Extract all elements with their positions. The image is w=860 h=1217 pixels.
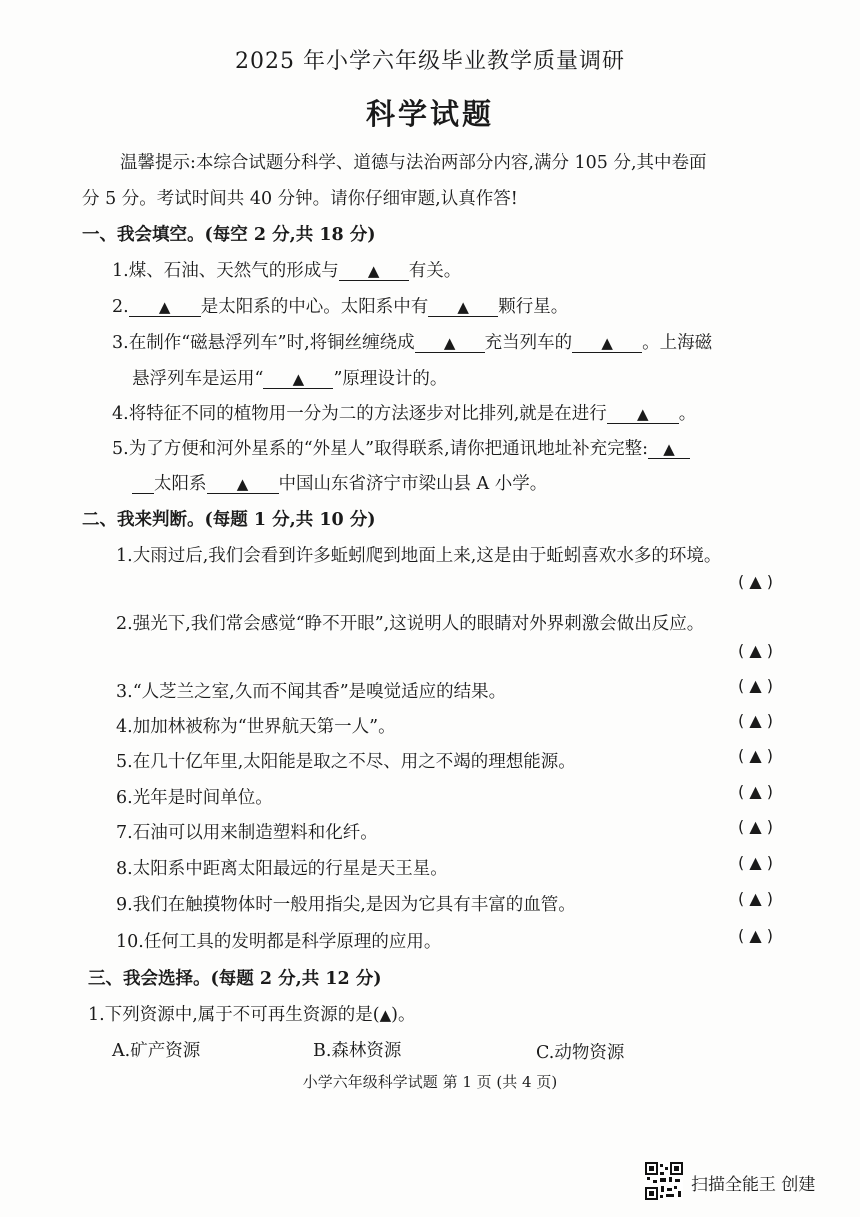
option-b[interactable]: B.森林资源	[313, 1041, 402, 1061]
judge-item: 7.石油可以用来制造塑料和化纤。	[116, 823, 378, 843]
scanner-watermark: 扫描全能王 创建	[691, 1175, 816, 1195]
answer-blank[interactable]: ▲	[648, 440, 690, 459]
page-footer: 小学六年级科学试题 第 1 页 (共 4 页)	[302, 1073, 558, 1091]
subject-title: 科学试题	[365, 97, 494, 131]
answer-blank[interactable]: ▲	[207, 475, 279, 494]
section3-heading: 三、我会选择。(每题 2 分,共 12 分)	[88, 969, 382, 989]
choice-question-1: 1.下列资源中,属于不可再生资源的是(▲)。	[88, 1005, 416, 1025]
answer-paren[interactable]: ( ▲ )	[738, 711, 773, 730]
option-c[interactable]: C.动物资源	[536, 1043, 625, 1063]
qr-code-icon	[645, 1162, 683, 1200]
answer-blank[interactable]: ▲	[428, 298, 498, 317]
answer-paren[interactable]: ( ▲ )	[738, 782, 773, 801]
judge-item: 1.大雨过后,我们会看到许多蚯蚓爬到地面上来,这是由于蚯蚓喜欢水多的环境。	[116, 546, 722, 566]
answer-paren[interactable]: ( ▲ )	[738, 641, 773, 660]
judge-item: 3.“人芝兰之室,久而不闻其香”是嗅觉适应的结果。	[116, 682, 507, 702]
answer-blank[interactable]: ▲	[129, 298, 201, 317]
judge-item: 6.光年是时间单位。	[116, 788, 273, 808]
answer-mark[interactable]: ▲	[379, 1006, 392, 1024]
judge-item: 5.在几十亿年里,太阳能是取之不尽、用之不竭的理想能源。	[116, 752, 576, 772]
intro-line-1: 温馨提示:本综合试题分科学、道德与法治两部分内容,满分 105 分,其中卷面	[120, 153, 707, 173]
fill-question-3: 3.在制作“磁悬浮列车”时,将铜丝缠绕成 ▲ 充当列车的 ▲ 。上海磁	[112, 333, 713, 353]
fill-question-5: 5.为了方便和河外星系的“外星人”取得联系,请你把通讯地址补充完整: ▲	[112, 435, 690, 460]
answer-paren[interactable]: ( ▲ )	[738, 853, 773, 872]
intro-line-2: 分 5 分。考试时间共 40 分钟。请你仔细审题,认真作答!	[82, 189, 518, 209]
answer-blank[interactable]: ▲	[339, 262, 409, 281]
judge-item: 2.强光下,我们常会感觉“睁不开眼”,这说明人的眼睛对外界刺激会做出反应。	[116, 614, 705, 634]
answer-paren[interactable]: ( ▲ )	[738, 926, 773, 945]
answer-paren[interactable]: ( ▲ )	[738, 889, 773, 908]
fill-question-3-cont: 悬浮列车是运用“ ▲ ”原理设计的。	[132, 369, 448, 389]
answer-blank[interactable]	[132, 475, 154, 494]
exam-title: 2025 年小学六年级毕业教学质量调研	[235, 49, 625, 74]
judge-item: 9.我们在触摸物体时一般用指尖,是因为它具有丰富的血管。	[116, 895, 576, 915]
section2-heading: 二、我来判断。(每题 1 分,共 10 分)	[82, 510, 376, 530]
fill-question-2: 2. ▲ 是太阳系的中心。太阳系中有 ▲ 颗行星。	[112, 297, 569, 317]
answer-blank[interactable]: ▲	[607, 405, 679, 424]
fill-question-4: 4.将特征不同的植物用一分为二的方法逐步对比排列,就是在进行 ▲ 。	[112, 404, 697, 424]
judge-item: 4.加加林被称为“世界航天第一人”。	[116, 717, 396, 737]
answer-blank[interactable]: ▲	[572, 334, 642, 353]
answer-paren[interactable]: ( ▲ )	[738, 676, 773, 695]
answer-blank[interactable]: ▲	[415, 334, 485, 353]
option-a[interactable]: A.矿产资源	[112, 1041, 201, 1061]
fill-question-5-cont: 太阳系 ▲ 中国山东省济宁市梁山县 A 小学。	[132, 470, 547, 495]
judge-item: 10.任何工具的发明都是科学原理的应用。	[116, 932, 442, 952]
fill-question-1: 1.煤、石油、天然气的形成与 ▲ 有关。	[112, 261, 462, 281]
answer-paren[interactable]: ( ▲ )	[738, 746, 773, 765]
section1-heading: 一、我会填空。(每空 2 分,共 18 分)	[82, 225, 376, 245]
answer-paren[interactable]: ( ▲ )	[738, 572, 773, 591]
answer-paren[interactable]: ( ▲ )	[738, 817, 773, 836]
answer-blank[interactable]: ▲	[263, 370, 333, 389]
judge-item: 8.太阳系中距离太阳最远的行星是天王星。	[116, 859, 448, 879]
